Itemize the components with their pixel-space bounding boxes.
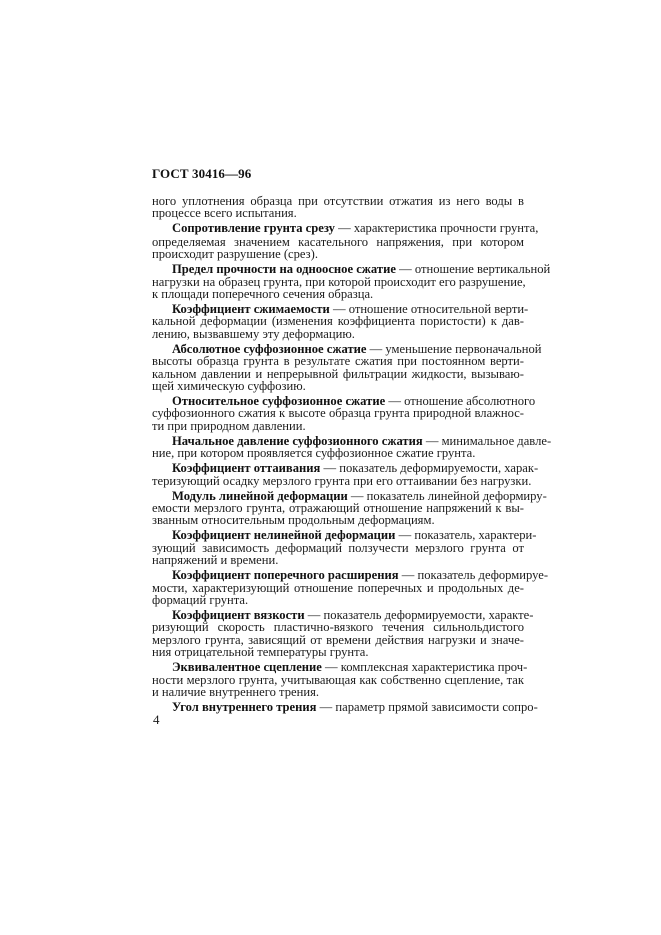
line-text: — показатель, характери- xyxy=(395,528,537,542)
line-text: зующий зависимость деформаций ползучести мерзлого грунта от xyxy=(152,541,524,555)
page-number: 4 xyxy=(153,712,160,727)
line-text: ного уплотнения образца при отсутствии отжатия из него воды в xyxy=(152,194,524,208)
line-text: напряжений и времени. xyxy=(152,553,279,567)
defined-term: Коэффициент оттаивания xyxy=(172,461,321,475)
line-text: — комплексная характеристика проч- xyxy=(321,660,528,674)
line-text: определяемая значением касательного напряжения, при котором xyxy=(152,235,524,249)
text-line xyxy=(152,685,524,700)
line-text: — характеристика прочности грунта, xyxy=(334,221,539,235)
line-text: ти при природном давлении. xyxy=(152,419,306,433)
line-text: — показатель линейной деформиру- xyxy=(347,489,547,503)
defined-term: Коэффициент вязкости xyxy=(172,608,305,622)
line-text: — отношение вертикальной xyxy=(395,262,551,276)
line-text: ние, при котором проявляется суффозионное сжатие грунта. xyxy=(152,446,476,460)
line-text: высоты образца грунта в результате сжатия при постоянном верти- xyxy=(152,354,524,368)
text-line xyxy=(152,327,524,342)
line-text: ризующий скорость пластично-вязкого течения сильнольдистого xyxy=(152,620,524,634)
defined-term: Коэффициент нелинейной деформации xyxy=(172,528,396,542)
line-text: теризующий осадку мерзлого грунта при его оттаивании без нагрузки. xyxy=(152,474,532,488)
text-line xyxy=(152,379,524,394)
line-text: кальной деформации (изменения коэффициента пористости) к дав- xyxy=(152,314,524,328)
line-text: — отношение абсолютного xyxy=(385,394,536,408)
defined-term: Угол внутреннего трения xyxy=(172,700,317,714)
line-text: суффозионного сжатия к высоте образца грунта природной влажнос- xyxy=(152,406,524,420)
line-text: — минимальное давле- xyxy=(422,434,552,448)
defined-term: Предел прочности на одноосное сжатие xyxy=(172,262,396,276)
text-line xyxy=(152,645,524,660)
line-text: ния отрицательной температуры грунта. xyxy=(152,645,369,659)
definition-line-term xyxy=(172,221,539,236)
line-text: к площади поперечного сечения образца. xyxy=(152,287,374,301)
text-line xyxy=(152,446,524,461)
defined-term: Эквивалентное сцепление xyxy=(172,660,322,674)
line-text: формаций грунта. xyxy=(152,593,249,607)
line-text: — уменьшение первоначальной xyxy=(366,342,542,356)
line-text: — показатель деформируемости, харак- xyxy=(320,461,539,475)
text-line xyxy=(152,474,532,489)
text-line xyxy=(152,247,524,262)
text-line xyxy=(152,553,524,568)
defined-term: Относительное суффозионное сжатие xyxy=(172,394,386,408)
line-text: мерзлого грунта, зависящий от времени действия нагрузки и значе- xyxy=(152,633,524,647)
line-text: мости, характеризующий отношение поперечных и продольных де- xyxy=(152,581,524,595)
line-text: кальном давлении и непрерывной фильтрации жидкости, вызываю- xyxy=(152,367,524,381)
line-text: щей химическую суффозию. xyxy=(152,379,306,393)
defined-term: Модуль линейной деформации xyxy=(172,489,348,503)
definition-line-term xyxy=(172,700,538,715)
line-text: емости мерзлого грунта, отражающий отношение напряжений к вы- xyxy=(152,501,524,515)
line-text: и наличие внутреннего трения. xyxy=(152,685,320,699)
text-line xyxy=(152,593,524,608)
line-text: процессе всего испытания. xyxy=(152,206,297,220)
line-text: — показатель деформируемости, характе- xyxy=(304,608,534,622)
text-line xyxy=(152,419,524,434)
line-text: — параметр прямой зависимости сопро- xyxy=(316,700,538,714)
text-line xyxy=(152,513,524,528)
defined-term: Коэффициент сжимаемости xyxy=(172,302,330,316)
line-text: лению, вызвавшему эту деформацию. xyxy=(152,327,355,341)
line-text: званным относительным продольным деформациям. xyxy=(152,513,435,527)
defined-term: Сопротивление грунта срезу xyxy=(172,221,335,235)
text-line xyxy=(152,287,524,302)
text-line xyxy=(152,206,524,221)
line-text: ности мерзлого грунта, учитывающая как собственно сцепление, так xyxy=(152,673,524,687)
line-text: нагрузки на образец грунта, при которой происходит его разрушение, xyxy=(152,275,526,289)
line-text: — отношение относительной верти- xyxy=(329,302,529,316)
line-text: происходит разрушение (срез). xyxy=(152,247,318,261)
document-header: ГОСТ 30416—96 xyxy=(152,166,252,181)
defined-term: Начальное давление суффозионного сжатия xyxy=(172,434,423,448)
defined-term: Абсолютное суффозионное сжатие xyxy=(172,342,367,356)
defined-term: Коэффициент поперечного расширения xyxy=(172,568,399,582)
line-text: — показатель деформируе- xyxy=(398,568,549,582)
